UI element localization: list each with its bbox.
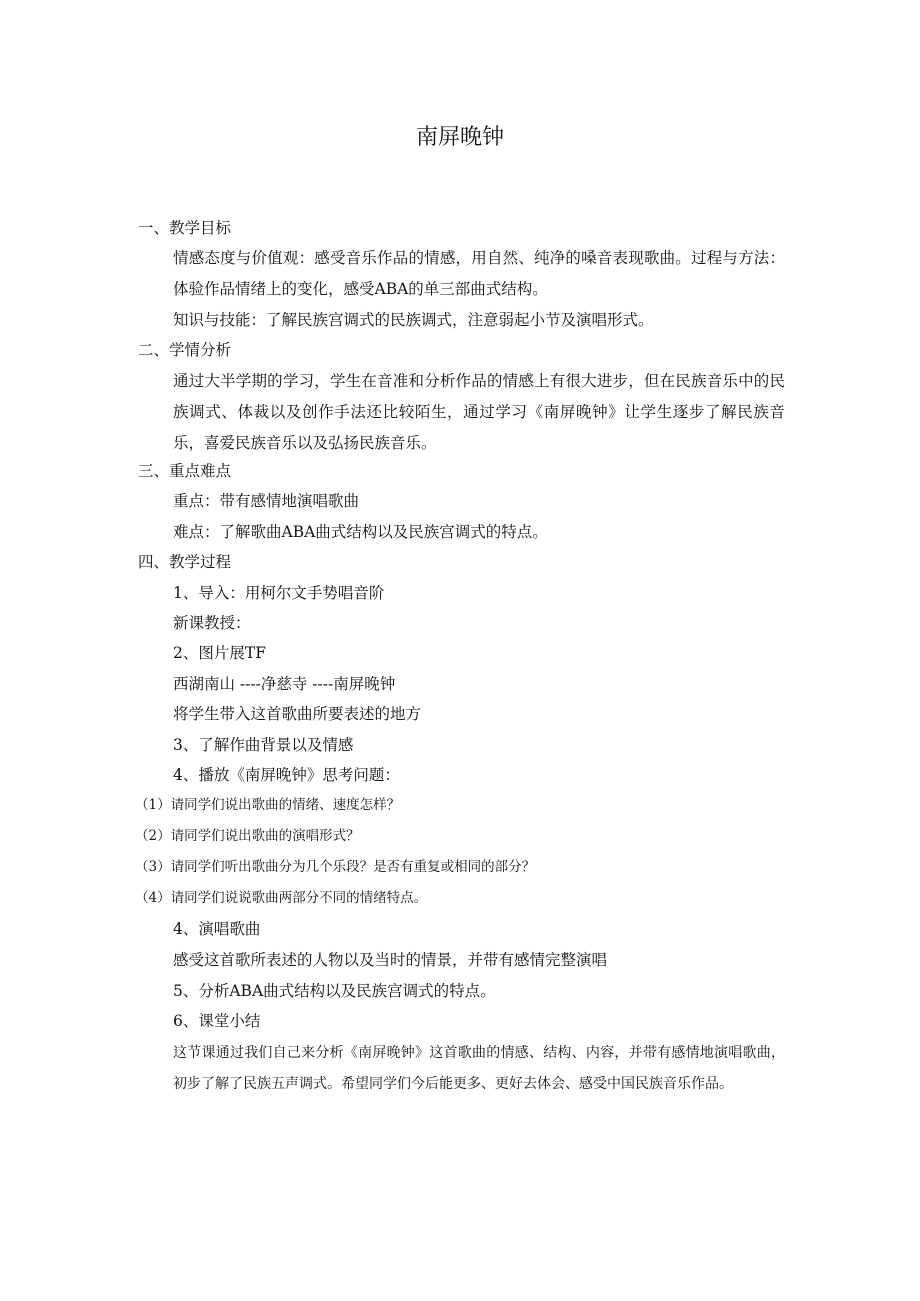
question-item: （3）请同学们听出歌曲分为几个乐段？是否有重复或相同的部分？ [135,859,536,875]
process-line: 2、图片展TF [173,644,266,662]
process-line: 4、演唱歌曲 [173,920,261,938]
question-item: （2）请同学们说出歌曲的演唱形式？ [135,828,360,844]
section-heading-teaching-process: 四、教学过程 [138,553,232,571]
page-title: 南屏晚钟 [415,125,504,150]
process-line: 将学生带入这首歌曲所要表述的地方 [173,705,422,723]
process-line: 1、导入：用柯尔文手势唱音阶 [173,584,385,602]
process-line: 4、播放《南屏晚钟》思考问题： [173,766,400,784]
process-line: 5、分析ABA曲式结构以及民族宫调式的特点。 [173,982,496,1000]
section-heading-student-analysis: 二、学情分析 [138,341,232,359]
process-line: 西湖南山 ----净慈寺 ----南屏晚钟 [173,675,396,693]
question-item: （4）请同学们说说歌曲两部分不同的情绪特点。 [135,890,428,906]
student-analysis-paragraph: 通过大半学期的学习，学生在音准和分析作品的情感上有很大进步，但在民族音乐中的民族调式、体裁以及创作手法还比较陌生，通过学习《南屏晚钟》让学生逐步了解民族音乐，喜爱民族音乐以及弘扬民族音乐。 [173,372,785,452]
section-heading-teaching-goals: 一、教学目标 [138,219,232,237]
process-line: 3、了解作曲背景以及情感 [173,736,354,754]
section-heading-key-points: 三、重点难点 [138,462,232,480]
goals-knowledge-line: 知识与技能：了解民族宫调式的民族调式，注意弱起小节及演唱形式。 [173,311,654,329]
process-line: 感受这首歌所表述的人物以及当时的情景，并带有感情完整演唱 [173,951,608,969]
goals-paragraph: 情感态度与价值观：感受音乐作品的情感，用自然、纯净的嗓音表现歌曲。过程与方法：体验作品情绪上的变化，感受ABA的单三部曲式结构。 [173,249,785,298]
process-line: 新课教授： [173,614,251,632]
summary-paragraph: 这节课通过我们自己来分析《南屏晚钟》这首歌曲的情感、结构、内容，并带有感情地演唱歌曲，初步了解了民族五声调式。希望同学们今后能更多、更好去体会、感受中国民族音乐作品。 [173,1045,785,1092]
difficult-point-line: 难点：了解歌曲ABA曲式结构以及民族宫调式的特点。 [173,523,548,541]
key-point-line: 重点：带有感情地演唱歌曲 [173,492,360,510]
question-item: （1）请同学们说出歌曲的情绪、速度怎样？ [135,797,401,813]
process-line: 6、课堂小结 [173,1012,261,1030]
